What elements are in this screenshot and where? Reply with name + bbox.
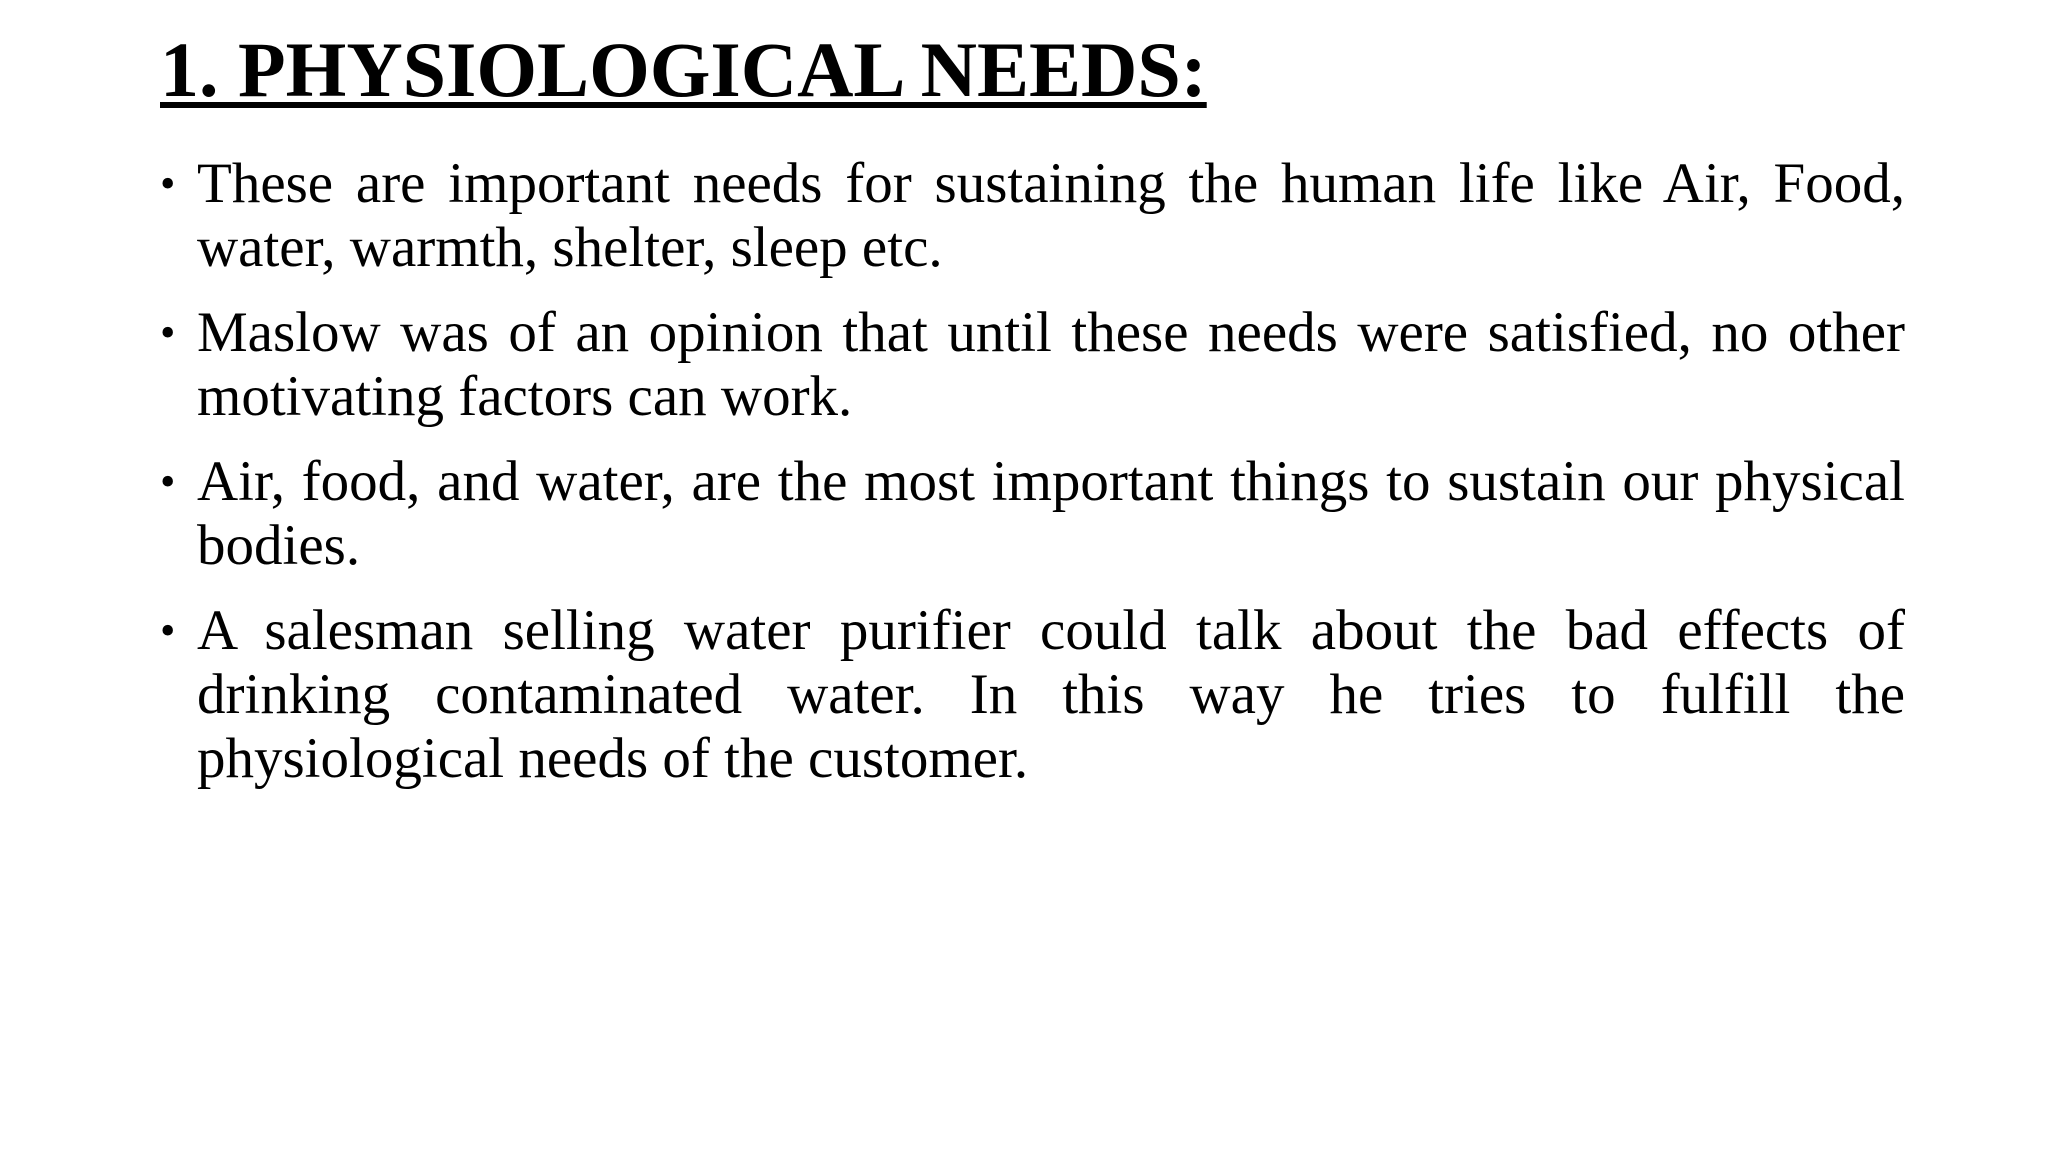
- bullet-text: A salesman selling water purifier could talk about the bad effects of drinking contaminated water. In this way he tries to fulfill the physiological needs of the customer.: [197, 599, 1905, 790]
- bullet-text: Maslow was of an opinion that until these needs were satisfied, no other motivating factors can work.: [197, 301, 1905, 428]
- bullet-item: [160, 599, 1905, 791]
- bullet-dot-icon: •: [160, 308, 176, 357]
- bullet-dot-icon: •: [160, 606, 176, 655]
- bullet-item: [160, 152, 1905, 280]
- bullet-text: These are important needs for sustaining the human life like Air, Food, water, warmth, shelter, sleep etc.: [197, 152, 1905, 279]
- bullet-item: [160, 301, 1905, 429]
- slide-title: 1. PHYSIOLOGICAL NEEDS:: [160, 26, 1207, 113]
- bullet-item: [160, 450, 1905, 578]
- bullet-text: Air, food, and water, are the most important things to sustain our physical bodies.: [197, 450, 1905, 577]
- bullet-list: [160, 152, 1905, 812]
- bullet-dot-icon: •: [160, 457, 176, 506]
- bullet-dot-icon: •: [160, 159, 176, 208]
